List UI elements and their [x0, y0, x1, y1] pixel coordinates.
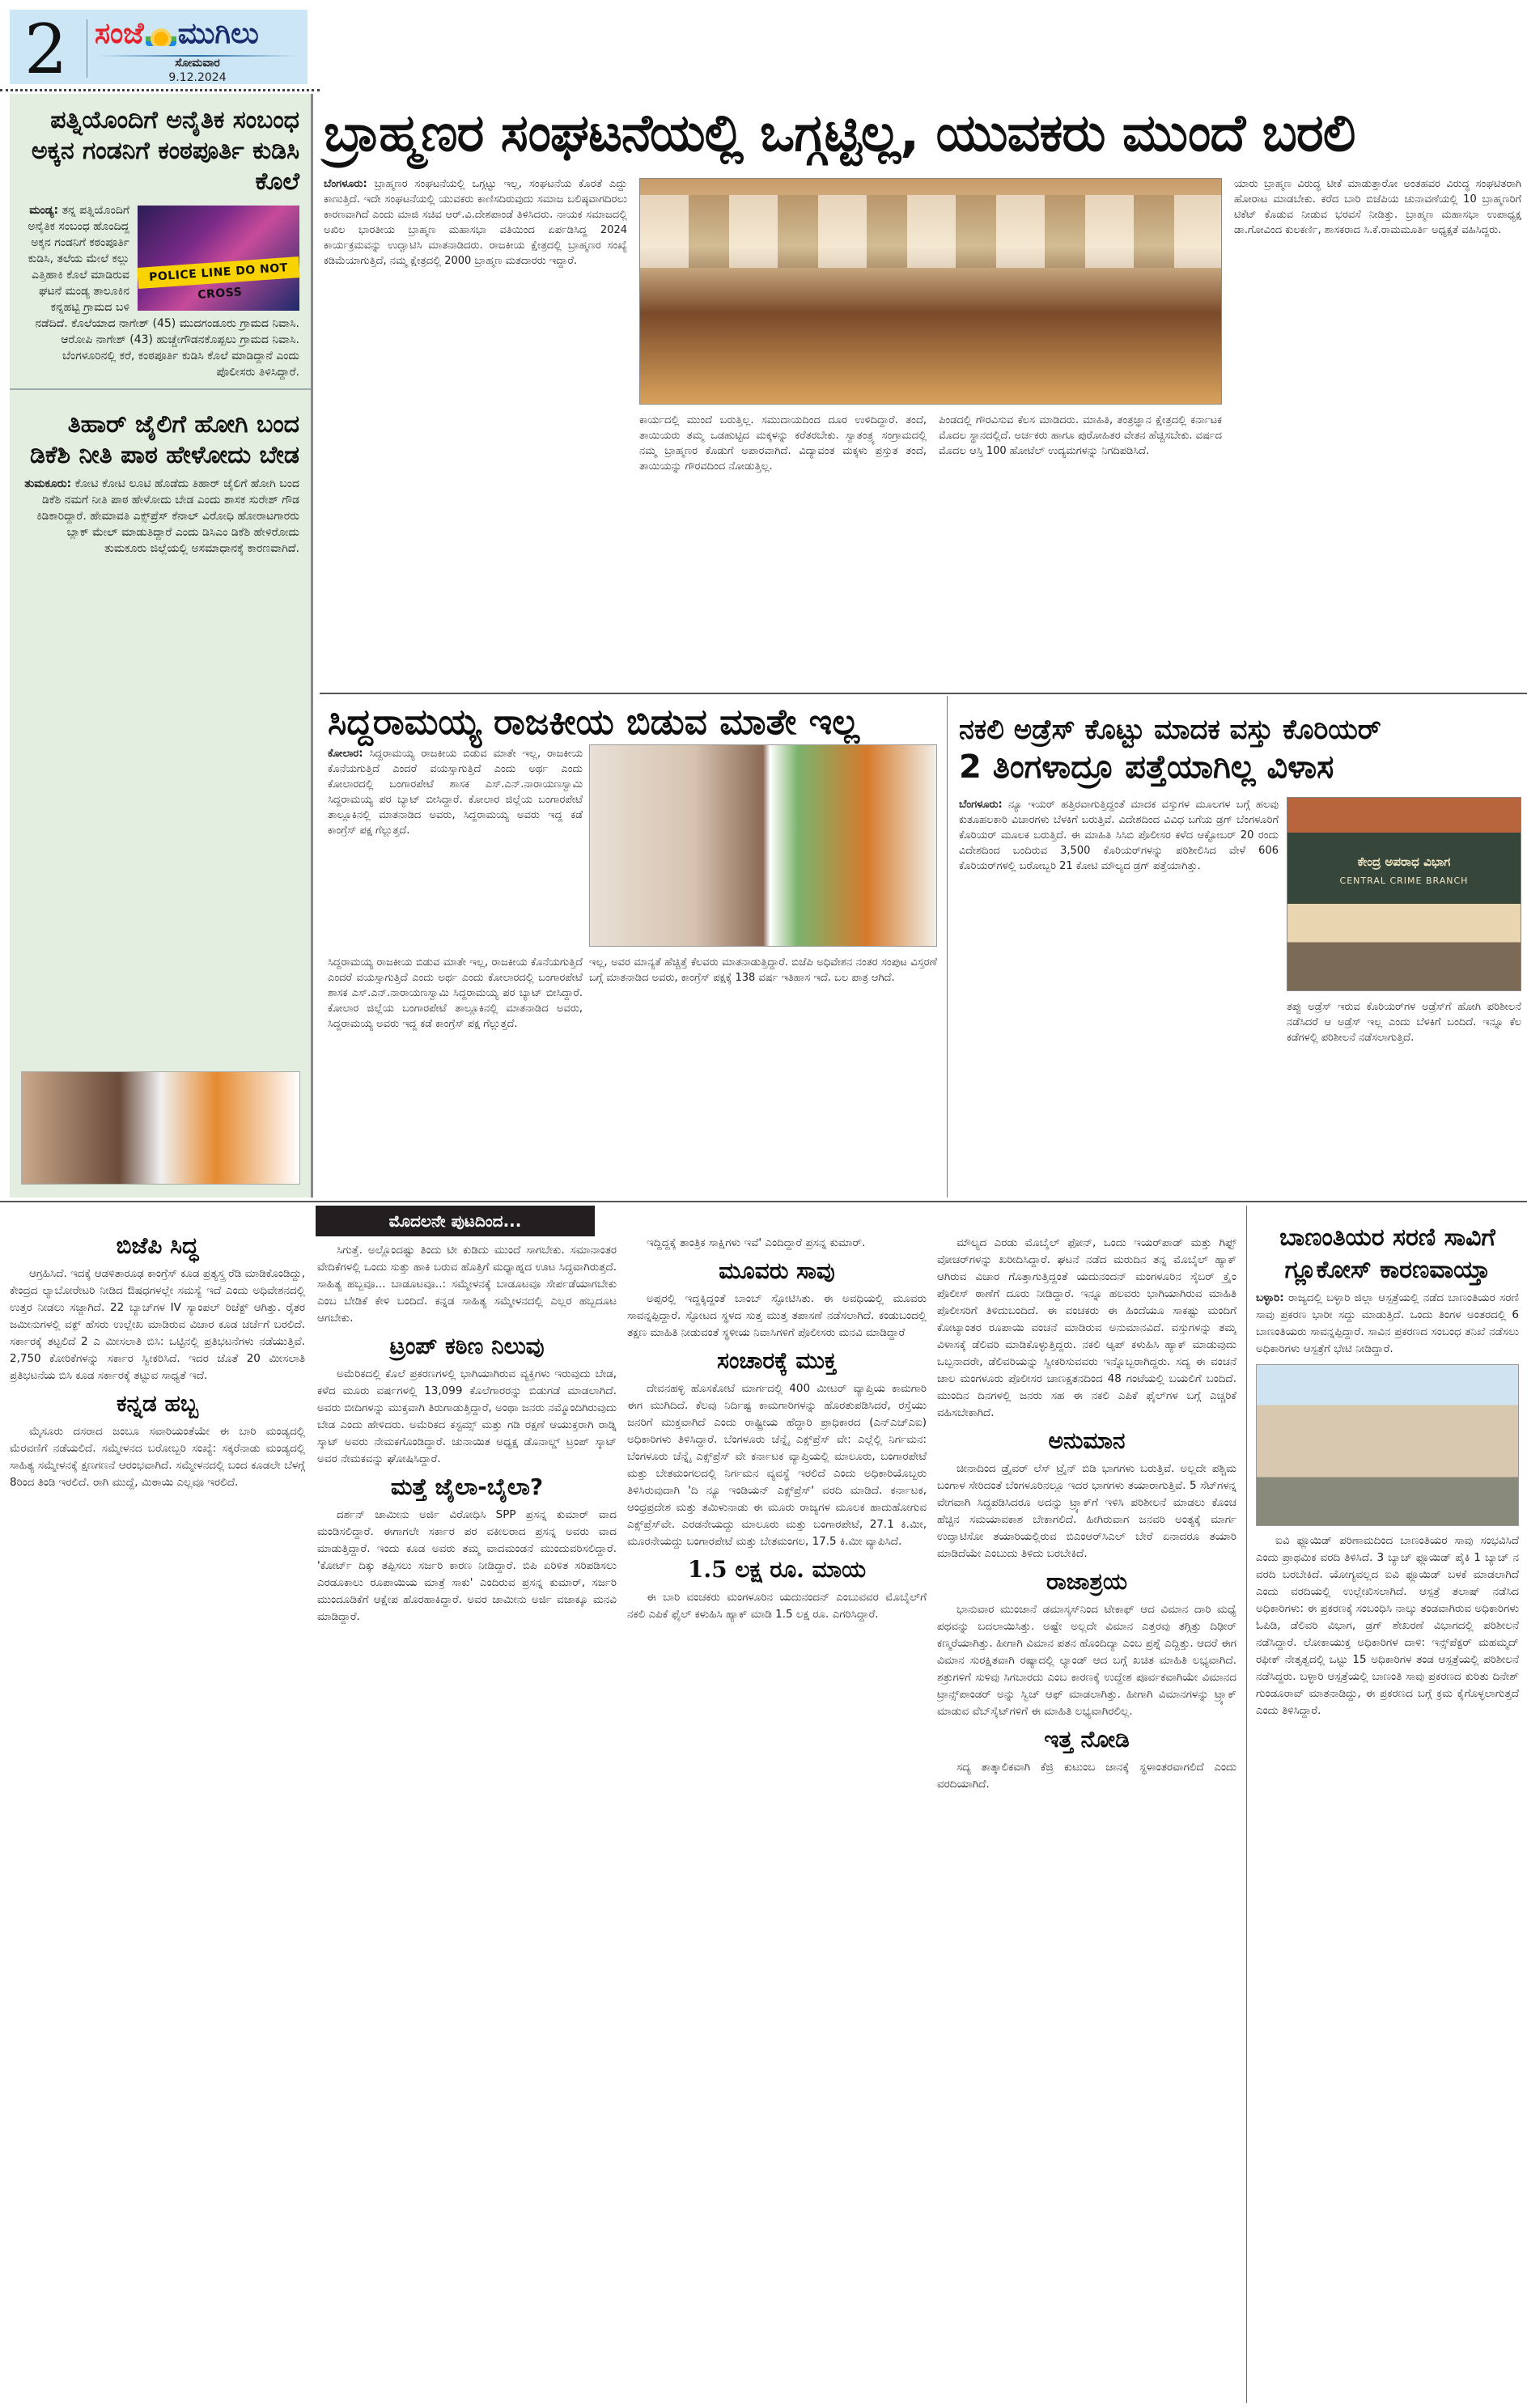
story-text: ನ್ಯೂ ಇಯರ್ ಹತ್ತಿರವಾಗುತ್ತಿದ್ದಂತೆ ಮಾದಕ ವಸ್ತುಗಳ ಮೂಲಗಳ ಬಗ್ಗೆ ಹಲವು ಕುತೂಹಲಕಾರಿ ವಿಚಾರಗಳು ಬೆಳಕಿಗೆ ಬರುತ್ತಿವೆ. ವಿದೇಶದಿಂದ ವಿವಿಧ ಬಗೆಯ ಡ್ರಗ್ ಬೆಂಗಳೂರಿಗೆ ಕೊರಿಯರ್ ಮೂಲಕ ಬರುತ್ತಿದೆ. ಈ ಮಾಹಿತಿ ಸಿಸಿಬಿ ಪೊಲೀಸರ ಕಳೆದ ಆಕ್ಟೋಬರ್ 20 ರಂದು ವಿದೇಶದಿಂದ ಬಂದಿರುವ 3,500 ಕೊರಿಯರ್‌ಗಳನ್ನು ಪರಿಶೀಲಿಸಿದ ವೇಳೆ 606 ಕೊರಿಯರ್‌ಗಳಲ್ಲಿ ಬರೋಬ್ಬರಿ 21 ಕೋಟಿ ಮೌಲ್ಯದ ಡ್ರಗ್ ಪತ್ತೆಯಾಗಿತ್ತು. [959, 799, 1279, 872]
weekday: ಸೋಮವಾರ [175, 57, 220, 70]
section-text: ಭಾನುವಾರ ಮುಂಜಾನೆ ಡಮಾಸ್ಕಸ್‌ನಿಂದ ಟೇಕಾಫ್ ಆದ ವಿಮಾನ ದಾರಿ ಮಧ್ಯೆ ಪಥವನ್ನು ಬದಲಾಯಿಸಿತ್ತು. ಅಷ್ಟೇ ಅಲ್ಲದೇ ವಿಮಾನ ಎತ್ತರವು ತಗ್ಗಿತ್ತು ದಿಢೀರ್ ಕಣ್ಮರೆಯಾಗಿತ್ತು. ಹೀಗಾಗಿ ವಿಮಾನ ಪತನ ಹೊಂದಿದ್ಯಾ ಎಂಬ ಪ್ರಶ್ನೆ ಎದ್ದಿತ್ತು. ಆದರೆ ಈಗ ವಿಮಾನ ಸುರಕ್ಷಿತವಾಗಿ ರಷ್ಯಾದಲ್ಲಿ ಲ್ಯಾಂಡ್ ಆದ ಬಗ್ಗೆ ಖಚಿತ ಮಾಹಿತಿ ಲಭ್ಯವಾಗಿದೆ. ಶತ್ರುಗಳಿಗೆ ಸುಳಿವು ಸಿಗಬಾರದು ಎಂಬ ಕಾರಣಕ್ಕೆ ಉದ್ದೇಶ ಪೂರ್ವಕವಾಗಿಯೇ ವಿಮಾನದ ಟ್ರಾನ್ಸ್‌ಪಾಂಡರ್ ಅನ್ನು ಸ್ವಿಚ್ ಆಫ್ ಮಾಡಲಾಗಿತ್ತು. ಹೀಗಾಗಿ ವಿಮಾನಗಳನ್ನು ಟ್ರ್ಯಾಕ್ ಮಾಡುವ ವೆಬ್‌ಸೈಟ್‌ಗಳಿಗೆ ಈ ಮಾಹಿತಿ ಲಭ್ಯವಾಗಿರಲಿಲ್ಲ. [937, 1603, 1236, 1718]
bellary-hospital-photo [1256, 1364, 1519, 1526]
palm-sun-icon [146, 22, 176, 46]
logo-text-sanje: ಸಂಜೆ [95, 17, 144, 50]
section-title: ರಾಜಾಶ್ರಯ [1046, 1568, 1127, 1595]
sidebar-story2-headline: ತಿಹಾರ್ ಜೈಲಿಗೆ ಹೋಗಿ ಬಂದ ಡಿಕೆಶಿ ನೀತಿ ಪಾಠ ಹೇಳೋದು ಬೇಡ [30, 410, 299, 469]
dateline: ಕೋಲಾರ: [328, 748, 363, 760]
column-rule [947, 696, 948, 1198]
section-text: ಮೈಸೂರು ದಸರಾದ ಜಂಬೂ ಸವಾರಿಯಂತೆಯೇ ಈ ಬಾರಿ ಮಂಡ್ಯದಲ್ಲಿ ಮೆರವಣಿಗೆ ನಡೆಯಲಿದೆ. ಸಮ್ಮೇಳನದ ಬರೋಬ್ಬರಿ ಸಂಖ್ಯೆ: ಸಕ್ಕರೆನಾಡು ಮಂಡ್ಯದಲ್ಲಿ ಸಾಹಿತ್ಯ ಸಮ್ಮೇಳನಕ್ಕೆ ಕ್ಷಣಗಣನೆ ಆರಂಭವಾಗಿದೆ. ಸಮ್ಮೇಳನದಲ್ಲಿ ಬಂದ ಕೂಡಲೇ ಬೆಳಗ್ಗೆ 8ರಿಂದ ತಿಂಡಿ ಇರಲಿದೆ. ರಾಗಿ ಮುದ್ದೆ, ಮಿಠಾಯಿ ಎಲ್ಲವೂ ಇರಲಿದೆ. [10, 1425, 305, 1489]
logo-text-mugilu: ಮುಗಿಲು [177, 17, 259, 50]
section-text: ಈ ಬಾರಿ ವಂಚಕರು ಮಂಗಳೂರಿನ ಯದುನಂದನ್ ಎಂಬುವವರ ಮೊಬೈಲ್‌ಗೆ ನಕಲಿ ಎಪಿಕೆ ಫೈಲ್ ಕಳುಹಿಸಿ ಹ್ಯಾಕ್ ಮಾಡಿ 1.5 ಲಕ್ಷ ರೂ. ಎಗರಿಸಿದ್ದಾರೆ. [627, 1591, 927, 1621]
dk-shivakumar-photo [21, 1071, 300, 1185]
column-rule [1246, 1206, 1247, 2403]
story-text: ಬ್ರಾಹ್ಮಣರ ಸಂಘಟನೆಯಲ್ಲಿ ಒಗ್ಗಟ್ಟು ಇಲ್ಲ, ಸಂಘಟನೆಯ ಕೊರತೆ ಎದ್ದು ಕಾಣುತ್ತಿದೆ. ಇದೇ ಸಂಘಟನೆಯಲ್ಲಿ ಯುವಕರು ಕಾಣಿಸದಿರುವುದು ಸಮಾಜ ಬಲಿಷ್ಠವಾಗದಿರಲು ಕಾರಣವಾಗಿದೆ ಎಂದು ಮಾಜಿ ಸಚಿವ ಆರ್.ವಿ.ದೇಶಪಾಂಡೆ ತಿಳಿಸಿದರು. ನಾಯಕ ಸಮಾಜದಲ್ಲಿ ಅಖಿಲ ಭಾರತೀಯ ಬ್ರಾಹ್ಮಣ ಮಹಾಸಭಾ ವತಿಯಿಂದ ಏರ್ಪಡಿಸಿದ್ದ 2024 ಕಾರ್ಯಕ್ರಮವನ್ನು ಉದ್ಘಾಟಿಸಿ ಮಾತನಾಡಿದರು. ರಾಜಕೀಯ ಕ್ಷೇತ್ರದಲ್ಲಿ ಬ್ರಾಹ್ಮಣರ ಸಂಖ್ಯೆ ಕಡಿಮೆಯಾಗುತ್ತಿದೆ, ನಮ್ಮ ಕ್ಷೇತ್ರದಲ್ಲಿ 2000 ಬ್ರಾಹ್ಮಣ ಮತದಾರರು ಇದ್ದಾರೆ. [324, 178, 627, 267]
section-title: ಮೂವರು ಸಾವು [719, 1257, 835, 1284]
story-text: ಕೋಟಿ ಕೋಟಿ ಲೂಟಿ ಹೊಡೆದು ತಿಹಾರ್ ಜೈಲಿಗೆ ಹೋಗಿ ಬಂದ ಡಿಕೆಶಿ ನಮಗೆ ನೀತಿ ಪಾಠ ಹೇಳೋದು ಬೇಡ ಎಂದು ಶಾಸಕ ಸುರೇಶ್ ಗೌಡ ಕಿಡಿಕಾರಿದ್ದಾರೆ. ಹೇಮಾವತಿ ಎಕ್ಸ್‌ಪ್ರೆಸ್ ಕೆನಾಲ್ ವಿರೋಧಿ ಹೋರಾಟಗಾರರು ಬ್ಲಾಕ್ ಮೇಲ್ ಮಾಡುತಿದ್ದಾರೆ ಎಂದು ಡಿಸಿಎಂ ಡಿಕೆಶಿ ಹೇಳಿರೋದು ತುಮಕೂರು ಜಿಲ್ಲೆಯಲ್ಲಿ ಅಸಮಾಧಾನಕ್ಕೆ ಕಾರಣವಾಗಿದೆ. [36, 477, 299, 555]
masthead [10, 10, 308, 89]
photo-sign-kannada: ಕೇಂದ್ರ ಅಪರಾಧ ವಿಭಾಗ [1357, 854, 1451, 869]
police-tape-text: POLICE LINE DO NOT CROSS [137, 256, 299, 289]
siddaramaiah-narayanaswamy-photo [589, 744, 937, 947]
section-text: ದರ್ಶನ್ ಜಾಮೀನು ಅರ್ಜಿ ವಿರೋಧಿಸಿ SPP ಪ್ರಸನ್ನ ಕುಮಾರ್ ವಾದ ಮಂಡಿಸಲಿದ್ದಾರೆ. ಈಗಾಗಲೇ ಸರ್ಕಾರ ಪರ ವಕೀಲರಾದ ಪ್ರಸನ್ನ ಅವರು ವಾದ ಮಾಡುತ್ತಿದ್ದಾರೆ. ಇಂದು ಕೂಡ ಅವರು ತಮ್ಮ ವಾದಮಂಡನೆ ಮುಂದುವರಿಸಲಿದ್ದಾರೆ. 'ಕೋರ್ಟ್ ದಿಕ್ಕು ತಪ್ಪಿಸಲು ಸರ್ಜರಿ ಕಾರಣ ನೀಡಿದ್ದಾರೆ. ಬಿಪಿ ಏರಿಳಿತ ಸರಿಪಡಿಸಲು ಎರಡೂಕಾಲು ರೂಪಾಯಿಯ ಮಾತ್ರೆ ಸಾಕು' ಎಂದಿರುವ ಪ್ರಸನ್ನ ಕುಮಾರ್, ಸರ್ಜರಿ ಮುಂದೂಡಿಕೆಗೆ ಆಕ್ಷೇಪ ಹೊರಹಾಕಿದ್ದಾರೆ. ಅವರ ಜಾಮೀನು ಅರ್ಜಿ ವಜಾಕ್ಕೂ ಮನವಿ ಮಾಡಿದ್ದಾರೆ. [317, 1508, 617, 1623]
section-text: ಮೌಲ್ಯದ ಎರಡು ಮೊಬೈಲ್ ಫೋನ್, ಒಂದು ಇಯರ್‌ಪಾಡ್ ಮತ್ತು ಗಿಫ್ಟ್ ವೋಚರ್‌ಗಳನ್ನು ಖರೀದಿಸಿದ್ದಾರೆ. ಘಟನೆ ನಡೆದ ಮರುದಿನ ತನ್ನ ಮೊಬೈಲ್ ಹ್ಯಾಕ್ ಆಗಿರುವ ವಿಚಾರ ಗೊತ್ತಾಗುತ್ತಿದ್ದಂತೆ ಯದುನಂದನ್ ಮಂಗಳೂರಿನ ಸೈಬರ್ ಕ್ರೈಂ ಪೊಲೀಸ್ ಠಾಣೆಗೆ ದೂರು ನೀಡಿದ್ದಾರೆ. ಇನ್ನೂ ಹಲವರು ಭಾಗಿಯಾಗಿರುವ ಮಾಹಿತಿ ಪೊಲೀಸರಿಗೆ ತಿಳಿದುಬಂದಿದೆ. ಈ ವಂಚಕರು ಈ ಹಿಂದೆಯೂ ಸಾಕಷ್ಟು ಮಂದಿಗೆ ಕೋಟ್ಯಾಂತರ ರೂಪಾಯಿ ವಂಚನೆ ಮಾಡಿರುವ ಅನುಮಾನವಿದೆ. ವಸ್ತುಗಳನ್ನು ತಮ್ಮ ವಿಳಾಸಕ್ಕೆ ಡೆಲಿವರಿ ಮಾಡಿಕೊಳ್ಳುತ್ತಿದ್ದರು. ನಕಲಿ ಆ್ಯಪ್ ಕಳುಹಿಸಿ ಹ್ಯಾಕ್ ಮಾಡುವುದು ಒಬ್ಬನಾದರೇ, ಡೆಲಿವರಿಯನ್ನು ಸ್ವೀಕರಿಸುವವರು ಇನ್ನೊಬ್ಬರಾಗಿದ್ದರು. ಸದ್ಯ ಈ ವಂಚನೆ ಜಾಲ ಮಂಗಳೂರು ಪೊಲೀಸರ ಚಾಣಕ್ಷತನದಿಂದ 48 ಗಂಟೆಯಲ್ಲಿ ಬಯಲಿಗೆ ಬಂದಿದೆ. ಮುಂದಿನ ದಿನಗಳಲ್ಲಿ ಜನರು ಸಹ ಈ ನಕಲಿ ಎಪಿಕೆ ಫೈಲ್‌ಗಳ ಬಗ್ಗೆ ಎಚ್ಚರಿಕೆ ವಹಿಸಬೇಕಾಗಿದೆ. [937, 1236, 1236, 1419]
central-crime-branch-photo [1287, 797, 1521, 991]
bellary-headline: ಬಾಣಂತಿಯರ ಸರಣಿ ಸಾವಿಗೆ ಗ್ಲೂಕೋಸ್ ಕಾರಣವಾಯ್ತಾ [1279, 1223, 1495, 1284]
continued-from-page1-banner: ಮೊದಲನೇ ಪುಟದಿಂದ... [316, 1206, 595, 1236]
photo-sign-english: CENTRAL CRIME BRANCH [1339, 875, 1469, 886]
story-text: ರಾಜ್ಯದಲ್ಲಿ ಬಳ್ಳಾರಿ ಜಿಲ್ಲಾ ಆಸ್ಪತ್ರೆಯಲ್ಲಿ ನಡೆದ ಬಾಣಂತಿಯರ ಸರಣಿ ಸಾವು ಪ್ರಕರಣ ಭಾರೀ ಸದ್ದು ಮಾಡುತ್ತಿದೆ. ಒಂದು ತಿಂಗಳ ಅಂತರದಲ್ಲಿ 6 ಬಾಣಂತಿಯರು ಸಾವನ್ನಪ್ಪಿದ್ದಾರೆ. ಸಾವಿನ ಪ್ರಕರಣದ ಸಂಬಂಧ ತನಿಖೆ ನಡೆಸಲು ಅಧಿಕಾರಿಗಳು ಆಸ್ಪತ್ರೆಗೆ ಭೇಟಿ ನೀಡಿದ್ದಾರೆ. [1256, 1291, 1519, 1355]
sidebar-story1-body [10, 202, 311, 380]
section-text: ಸದ್ಯ ತಾತ್ಕಾಲಿಕವಾಗಿ ಕೆಜ್ರಿ ಕುಟುಂಬ ಜಾನಕ್ಕೆ ಸ್ಥಳಾಂತರವಾಗಲಿದೆ ಎಂದು ವರದಿಯಾಗಿದೆ. [937, 1761, 1236, 1791]
brahmin-event-photo [639, 178, 1222, 405]
lower-section-rule [0, 1201, 1527, 1202]
dateline: ಬೆಂಗಳೂರು: [324, 178, 367, 190]
story-text: ಸಿದ್ದರಾಮಯ್ಯ ರಾಜಕೀಯ ಬಿಡುವ ಮಾತೇ ಇಲ್ಲ, ರಾಜಕೀಯ ಕೊನೆಯಗುತ್ತಿದೆ ಎಂದರೆ ವಯಸ್ಸಾಗುತ್ತಿದೆ ಎಂದು ಅರ್ಥ ಎಂದು ಕೋಲಾರದಲ್ಲಿ ಬಂಗಾರಪೇಟೆ ಶಾಸಕ ಎಸ್.ಎನ್.ನಾರಾಯಣಸ್ವಾಮಿ ಸಿದ್ದರಾಮಯ್ಯ ಪರ ಬ್ಯಾಟ್ ಬೀಸಿದ್ದಾರೆ. ಕೋಲಾರ ಜಿಲ್ಲೆಯ ಬಂಗಾರಪೇಟೆ ತಾಲ್ಲೂಕಿನಲ್ಲಿ ಮಾತನಾಡಿದ ಅವರು, ಸಿದ್ದರಾಮಯ್ಯ ಅವರು ಇದ್ದ ಕಡೆ ಕಾಂಗ್ರೆಸ್ ಪಕ್ಷ ಗೆಲ್ಲುತ್ತದೆ. [328, 748, 583, 837]
siddaramaiah-headline: ಸಿದ್ದರಾಮಯ್ಯ ರಾಜಕೀಯ ಬಿಡುವ ಮಾತೇ ಇಲ್ಲ [328, 702, 859, 743]
section-text: ಇದ್ದಿದ್ದಕ್ಕೆ ತಾಂತ್ರಿಕ ಸಾಕ್ಷಿಗಳು ಇವೆ' ಎಂದಿದ್ದಾರೆ ಪ್ರಸನ್ನ ಕುಮಾರ್. [647, 1236, 866, 1249]
bellary-story-text [1256, 1290, 1519, 1358]
dateline: ತುಮಕೂರು: [24, 477, 72, 490]
section-title: ಬಿಜೆಪಿ ಸಿದ್ಧ [116, 1232, 199, 1259]
section-text: ಆಗ್ರಹಿಸಿದೆ. ಇದಕ್ಕೆ ಆಡಳಿತಾರೂಢ ಕಾಂಗ್ರೆಸ್ ಕೂಡ ಪ್ರತ್ಯಸ್ತ್ರ ರೆಡಿ ಮಾಡಿಕೊಂಡಿದ್ದು, ಕೇಂದ್ರದ ಲ್ಯಾಬೋರೇಟರಿ ನೀಡಿದ ಔಷಧಗಳಲ್ಲೇ ಸಮಸ್ಯೆ ಇದೆ ಎಂದು ಅಧಿವೇಶನದಲ್ಲಿ ಉತ್ತರ ನೀಡಲು ಸಜ್ಜಾಗಿದೆ. 22 ಬ್ಯಾಚ್‌ಗಳ IV ಸ್ಯಾಂಪಲ್ ರಿಜೆಕ್ಟ್ ಆಗಿತ್ತು. ರೈತರ ಜಮೀನುಗಳಲ್ಲಿ ವಕ್ಫ್ ಹೆಸರು ಉಲ್ಲೇಖ ಮಾಡಿರುವ ವಿಚಾರ ಕೂಡ ಚರ್ಚೆಗೆ ಬರಲಿದೆ. ಸರ್ಕಾರಕ್ಕೆ ತಟ್ಟಲಿದೆ 2 ಎ ಮೀಸಲಾತಿ ಬಿಸಿ: ಒಟ್ಟಿನಲ್ಲಿ ಪ್ರತಿಭಟನೆಗಳು ನಡೆಯುತ್ತಿವೆ. 2,750 ಕೋರಿಕೆಗಳನ್ನು ಸರ್ಕಾರ ಸ್ವೀಕರಿಸಿದೆ. ಇದರ ಜೊತೆ 20 ಮೀಸಲಾತಿ ಪ್ರತಿಭಟನೆಯ ಬಿಸಿ ಕೂಡ ಸರ್ಕಾರಕ್ಕೆ ತಟ್ಟುವ ಸಾಧ್ಯತೆ ಇದೆ. [10, 1267, 305, 1382]
section-title: ಅನುಮಾನ [1048, 1427, 1126, 1454]
section-title: ಸಂಚಾರಕ್ಕೆ ಮುಕ್ತ [717, 1347, 837, 1374]
page-number: 2 [24, 10, 68, 89]
section-title: ಮತ್ತೆ ಜೈಲಾ-ಬೈಲಾ? [390, 1473, 544, 1500]
lower-col-2 [317, 1242, 617, 2403]
courier-headline-line1: ನಕಲಿ ಅಡ್ರೆಸ್ ಕೊಟ್ಟು ಮಾದಕ ವಸ್ತು ಕೊರಿಯರ್ [959, 714, 1381, 746]
lead-story-col2: ಕಾರ್ಯದಲ್ಲಿ ಮುಂದೆ ಬರುತ್ತಿಲ್ಲ. ಸಮುದಾಯದಿಂದ ದೂರ ಉಳಿದಿದ್ದಾರೆ. ತಂದೆ, ತಾಯಿಯರು ತಮ್ಮ ಒಡಹುಟ್ಟಿದ ಮಕ್ಕಳನ್ನು ಕರೆತರಬೇಕು. ಸ್ವಾತಂತ್ರ್ಯ ಸಂಗ್ರಾಮದಲ್ಲಿ ನಮ್ಮ ಬ್ರಾಹ್ಮಣರ ಕೊಡುಗೆ ಅಪಾರವಾಗಿದೆ. ವಿದ್ಯಾವಂತ ಮಕ್ಕಳು ಪ್ರಸ್ತುತ ತಂದೆ, ತಾಯಿಯನ್ನು ಗೌರವದಿಂದ ನೋಡುತ್ತಿಲ್ಲ. [639, 414, 927, 473]
courier-story-col1 [959, 797, 1279, 1193]
dateline: ಬೆಂಗಳೂರು: [959, 799, 1003, 811]
sidebar-story2-body [10, 476, 311, 557]
sidebar-divider [10, 388, 311, 390]
masthead-dotted-rule [0, 89, 320, 92]
courier-headline-line2: 2 ತಿಂಗಳಾದ್ರೂ ಪತ್ತೆಯಾಗಿಲ್ಲ ವಿಳಾಸ [959, 748, 1334, 786]
section-text: ಅಪ್ಪರಲ್ಲಿ ಇದ್ದಕ್ಕಿದ್ದಂತೆ ಬಾಂಬ್ ಸ್ಫೋಟಿಸಿತು. ಈ ಅವಧಿಯಲ್ಲಿ ಮೂವರು ಸಾವನ್ನಪ್ಪಿದ್ದಾರೆ. ಸ್ಫೋಟದ ಸ್ಥಳದ ಸುತ್ತ ಮುತ್ತ ತಪಾಸಣೆ ನಡೆಸಲಾಗಿದೆ. ಕಂಡುಬಂದಲ್ಲಿ ತಕ್ಷಣ ಮಾಹಿತಿ ನೀಡುವಂತೆ ಸ್ಥಳೀಯ ನಿವಾಸಿಗಳಿಗೆ ಪೊಲೀಸರು ಮನವಿ ಮಾಡಿದ್ದಾರೆ [627, 1292, 927, 1339]
newspaper-logo [95, 16, 259, 52]
sidebar-story1-headline: ಪತ್ನಿಯೊಂದಿಗೆ ಅನೈತಿಕ ಸಂಬಂಧ ಅಕ್ಕನ ಗಂಡನಿಗೆ ಕಂಠಪೂರ್ತಿ ಕುಡಿಸಿ ಕೊಲೆ [31, 106, 299, 196]
siddaramaiah-story-col1 [328, 746, 583, 952]
lower-col-1 [10, 1206, 305, 2403]
lead-story-col3: ಪಿಂಡದಲ್ಲಿ ಗೌರವಿಸುವ ಕೆಲಸ ಮಾಡಿದರು. ಮಾಹಿತಿ, ತಂತ್ರಜ್ಞಾನ ಕ್ಷೇತ್ರದಲ್ಲಿ ಕರ್ನಾಟಕ ಮೊದಲ ಸ್ಥಾನದಲ್ಲಿದೆ. ಅರ್ಚಕರು ಹಾಗೂ ಪುರೋಹಿತರ ವೇತನ ಹೆಚ್ಚಿಸಬೇಕು. ವರ್ಷದ ಮೊದಲ ಆಸ್ತಿ 100 ಹೋಟೆಲ್ ಉದ್ಯಮಗಳನ್ನು ನಿಗದಿಪಡಿಸಿದೆ. [939, 414, 1222, 457]
bellary-story-text-cont: ಐವಿ ಫ್ಲೂಯಿಡ್ ಪರಿಣಾಮದಿಂದ ಬಾಣಂತಿಯರ ಸಾವು ಸಂಭವಿಸಿದೆ ಎಂದು ಪ್ರಾಥಮಿಕ ವರದಿ ತಿಳಿಸಿದೆ. 3 ಬ್ಯಾಚ್ ಫ್ಲೂಯಿಡ್ ಪೈಕಿ 1 ಬ್ಯಾಚ್ ನ ವರದಿ ಬರಬೇಕಿದೆ. ಯೋಗ್ಯವಲ್ಲದ ಐವಿ ಫ್ಲೂಯಿಡ್ ಬಳಕೆ ಮಾಡಲಾಗಿದೆ ಎಂದು ವರದಿಯಲ್ಲಿ ಉಲ್ಲೇಖಿಸಲಾಗಿದೆ. ಆಸ್ಪತ್ರೆ ತಲಾಷ್ ನಡೆಸಿದ ಅಧಿಕಾರಿಗಳು: ಈ ಪ್ರಕರಣಕ್ಕೆ ಸಂಬಂಧಿಸಿ ನಾಲ್ಕು ತಂಡವಾಗಿರುವ ಅಧಿಕಾರಿಗಳು ಓಪಿಡಿ, ಡೆಲಿವರಿ ವಿಭಾಗ, ಡ್ರಗ್ ಶೇಖರಣೆ ವಿಭಾಗದಲ್ಲಿ ಪರಿಶೀಲನೆ ನಡೆಸಿದ್ದಾರೆ. ಲೋಕಾಯುಕ್ತ ಅಧಿಕಾರಿಗಳ ದಾಳಿ: ಇನ್ಸ್‌ಪೆಕ್ಟರ್ ಮಹಮ್ಮದ್ ರಫೀಕ್ ನೇತೃತ್ವದಲ್ಲಿ ಒಟ್ಟು 15 ಅಧಿಕಾರಿಗಳ ತಂಡ ಆಸ್ಪತ್ರೆಯಲ್ಲಿ ಪರಿಶೀಲನೆ ನಡೆಸಿದ್ದರು. ಬಳ್ಳಾರಿ ಆಸ್ಪತ್ರೆಯಲ್ಲಿ ಬಾಣಂತಿ ಸಾವು ಪ್ರಕರಣದ ಕುರಿತು ದಿನೇಶ್ ಗುಂಡೂರಾವ್ ಮಾತನಾಡಿದ್ದು, ಈ ಪ್ರಕರಣದ ಬಗ್ಗೆ ಕ್ರಮ ಕೈಗೊಳ್ಳಲಾಗುತ್ತದೆ ಎಂದು ತಿಳಿಸಿದ್ದಾರೆ. [1256, 1534, 1519, 1717]
section-title: ಕನ್ನಡ ಹಬ್ಬ [116, 1390, 199, 1417]
section-title: 1.5 ಲಕ್ಷ ರೂ. ಮಾಯ [687, 1556, 867, 1583]
police-line-image [138, 206, 299, 311]
siddaramaiah-story-col1-cont: ಸಿದ್ದರಾಮಯ್ಯ ರಾಜಕೀಯ ಬಿಡುವ ಮಾತೇ ಇಲ್ಲ, ರಾಜಕೀಯ ಕೊನೆಯಗುತ್ತಿದೆ ಎಂದರೆ ವಯಸ್ಸಾಗುತ್ತಿದೆ ಎಂದು ಅರ್ಥ ಎಂದು ಕೋಲಾರದಲ್ಲಿ ಬಂಗಾರಪೇಟೆ ಶಾಸಕ ಎಸ್.ಎನ್.ನಾರಾಯಣಸ್ವಾಮಿ ಸಿದ್ದರಾಮಯ್ಯ ಪರ ಬ್ಯಾಟ್ ಬೀಸಿದ್ದಾರೆ. ಕೋಲಾರ ಜಿಲ್ಲೆಯ ಬಂಗಾರಪೇಟೆ ತಾಲ್ಲೂಕಿನಲ್ಲಿ ಮಾತನಾಡಿದ ಅವರು, ಸಿದ್ದರಾಮಯ್ಯ ಅವರು ಇದ್ದ ಕಡೆ ಕಾಂಗ್ರೆಸ್ ಪಕ್ಷ ಗೆಲ್ಲುತ್ತದೆ. [328, 956, 583, 1030]
dateline: ಬಳ್ಳಾರಿ: [1256, 1291, 1284, 1304]
section-text: ಚೀನಾದಿಂದ ಡ್ರೈವರ್ ಲೆಸ್ ಟ್ರೈನ್ ಬಿಡಿ ಭಾಗಗಳು ಬರುತ್ತಿವೆ. ಅಲ್ಲದೇ ಪಶ್ಚಿಮ ಬಂಗಾಳ ಸೇರಿದಂತೆ ಬೆಂಗಳೂರಿನಲ್ಲೂ ಇದರ ಭಾಗಗಳು ತಯಾರಾಗುತ್ತಿವೆ. 5 ಸೆಟ್‌ಗಳನ್ನ ವೇಗವಾಗಿ ಸಿದ್ಧಪಡಿಸಿದರೂ ಅದನ್ನು ಟ್ರ್ಯಾಕ್‌ಗೆ ಇಳಿಸಿ ಪರಿಶೀಲನೆ ಮಾಡಲು ಕೊಂಚ ಹೆಚ್ಚಿನ ಸಮಯಾವಕಾಶ ಬೇಕಾಗಲಿದೆ. ಹೀಗಿರುವಾಗ ಜನವರಿ ಅಂತ್ಯಕ್ಕೆ ಮಾರ್ಗ ಉದ್ಘಾಟಿಸೋ ತಯಾರಿಯಲ್ಲಿರುವ ಬಿಎಂಆರ್‌ಸಿಎಲ್ ಬೇರೆ ಏನಾದರೂ ತಯಾರಿ ಮಾಡಿದೆಯೇ ಎಂಬುದು ತಿಳಿದು ಬರಬೇಕಿದೆ. [937, 1462, 1236, 1560]
story-text: ತನ್ನ ಪತ್ನಿಯೊಂದಿಗೆ ಅನೈತಿಕ ಸಂಬಂಧ ಹೊಂದಿದ್ದ ಅಕ್ಕನ ಗಂಡನಿಗೆ ಕಠಂಪೂರ್ತಿ ಕುಡಿಸಿ, ತಲೆಯ ಮೇಲೆ ಕಲ್ಲು ಎತ್ತಿಹಾಕಿ ಕೊಲೆ ಮಾಡಿರುವ ಘಟನೆ ಮಂಡ್ಯ ತಾಲೂಕಿನ ಕನ್ನಹಟ್ಟಿ ಗ್ರಾಮದ ಬಳಿ ನಡೆದಿದೆ. ಕೊಲೆಯಾದ ನಾಗೇಶ್ (45) ಮುದಗಂಡೂರು ಗ್ರಾಮದ ನಿವಾಸಿ. ಆರೋಪಿ ನಾಗೇಶ್ (43) ಹುಚ್ಚೇಗೌಡನಕೊಪ್ಪಲು ಗ್ರಾಮದ ನಿವಾಸಿ. ಬೆಂಗಳೂರಿನಲ್ಲಿ ಕರೆ, ಕಂಠಪೂರ್ತಿ ಕುಡಿಸಿ ಕೊಲೆ ಮಾಡಿದ್ದಾನೆ ಎಂದು ಪೊಲೀಸರು ತಿಳಿಸಿದ್ದಾರೆ. [28, 204, 299, 379]
siddaramaiah-story-col2: ಇಲ್ಲ, ಅವರ ಮಾನ್ಯತೆ ಹೆಚ್ಚಿತ್ತೆ ಕೆಲವರು ಮಾತನಾಡುತ್ತಿದ್ದಾರೆ. ಬಿಜೆಪಿ ಅಧಿವೇಶನ ನಂತರ ಸಂಪುಟ ವಿಸ್ತರಣೆ ಬಗ್ಗೆ ಮಾತನಾಡಿದ ಅವರು, ಕಾಂಗ್ರೆಸ್ ಪಕ್ಷಕ್ಕೆ 138 ವರ್ಷ ಇತಿಹಾಸ ಇದೆ. ಬಲ ಪಾತ್ರ ಆಗಿದೆ. [589, 956, 937, 984]
lead-story-col1 [324, 176, 627, 686]
lead-headline: ಬ್ರಾಹ್ಮಣರ ಸಂಘಟನೆಯಲ್ಲಿ ಒಗ್ಗಟ್ಟಿಲ್ಲ, ಯುವಕರು ಮುಂದೆ ಬರಲಿ [324, 104, 1355, 163]
section-text: ಅಮೆರಿಕದಲ್ಲಿ ಕೊಲೆ ಪ್ರಕರಣಗಳಲ್ಲಿ ಭಾಗಿಯಾಗಿರುವ ವ್ಯಕ್ತಿಗಳು ಇರುವುದು ಬೇಡ, ಕಳೆದ ಮೂರು ವರ್ಷಗಳಲ್ಲಿ 13,099 ಕೊಲೆಗಾರರನ್ನು ಬಿಡುಗಡೆ ಮಾಡಲಾಗಿದೆ. ಅವರು ಬೀದಿಗಳನ್ನು ಮುಕ್ತವಾಗಿ ತಿರುಗಾಡುತ್ತಿದ್ದಾರೆ, ಅಂಥಾ ಜನರು ನಮ್ಮೊಂದಿಗಿರುವುದು ಬೇಡ ಎಂದು ಹೇಳಿದರು. ಅಮೆರಿಕದ ಕಸ್ಟಮ್ಸ್ ಮತ್ತು ಗಡಿ ರಕ್ಷಣೆ ಆಯುಕ್ತರಾಗಿ ರಾಡ್ನಿ ಸ್ಕಾಟ್ ಅವರು ನೇಮಕಗೊಂಡಿದ್ದಾರೆ. ಚುನಾಯಿತ ಅಧ್ಯಕ್ಷ ಡೊನಾಲ್ಡ್ ಟ್ರಂಪ್ ಸ್ಕಾಟ್ ಅವರ ನೇಮಕವನ್ನು ಘೋಷಿಸಿದ್ದಾರೆ. [317, 1367, 617, 1465]
sidebar-news-box [10, 94, 313, 1198]
lower-col-4 [937, 1206, 1236, 2403]
lead-story-col4: ಯಾರು ಬ್ರಾಹ್ಮಣ ವಿರುದ್ಧ ಟೀಕೆ ಮಾಡುತ್ತಾರೋ ಅಂತಹವರ ವಿರುದ್ಧ ಸಂಘಟಿತರಾಗಿ ಹೋರಾಟ ಮಾಡಬೇಕು. ಕರೆದ ಬಾರಿ ಬಿಜೆಪಿಯ ಚುನಾವಣೆಯಲ್ಲಿ 10 ಬ್ರಾಹ್ಮಣರಿಗೆ ಟಿಕೆಟ್ ಕೊಡುವ ನೀಡುವ ಭರವಸೆ ನೀಡಿತ್ತು. ಬ್ರಾಹ್ಮಣ ಮಹಾಸಭಾ ಉಪಾಧ್ಯಕ್ಷ ಡಾ.ಗೋವಿಂದ ಕುಲಕರ್ಣಿ, ಶಾಸಕರಾದ ಸಿ.ಕೆ.ರಾಮಮೂರ್ತಿ ಅಧ್ಯಕ್ಷತೆ ವಹಿಸಿದ್ದರು. [1234, 178, 1521, 236]
section-text: ದೇವನಹಳ್ಳಿ ಹೊಸಕೋಟೆ ಮಾರ್ಗದಲ್ಲಿ 400 ಮೀಟರ್ ವ್ಯಾಪ್ತಿಯ ಕಾಮಗಾರಿ ಈಗ ಮುಗಿದಿದೆ. ಕೆಲವು ನಿರ್ದಿಷ್ಟ ಕಾಮಗಾರಿಗಳನ್ನು ಹೊರತುಪಡಿಸಿದರೆ, ರಸ್ತೆಯು ಜನರಿಗೆ ಮುಕ್ತವಾಗಿದೆ ಎಂದು ರಾಷ್ಟ್ರೀಯ ಹೆದ್ದಾರಿ ಪ್ರಾಧಿಕಾರದ (ಎನ್‌ಎಚ್‌ಎಐ) ಅಧಿಕಾರಿಗಳು ತಿಳಿಸಿದ್ದಾರೆ. ಬೆಂಗಳೂರು ಚೆನ್ನೈ ಎಕ್ಸ್‌ಪ್ರೆಸ್ ವೇ: ಎಲ್ಲೆಲ್ಲಿ ನಿರ್ಗಮನ: ಬೆಂಗಳೂರು ಚೆನ್ನೈ ಎಕ್ಸ್‌ಪ್ರೆಸ್ ವೇ ಕರ್ನಾಟಕ ವ್ಯಾಪ್ತಿಯಲ್ಲಿ ಮಾಲೂರು, ಬಂಗಾರಪೇಟೆ ಮತ್ತು ಬೇತಮಂಗಲದಲ್ಲಿ ನಿರ್ಗಮನ ವ್ಯವಸ್ಥೆ ಇರಲಿದೆ ಎಂದು ಅಧಿಕಾರಿಯೊಬ್ಬರು ತಿಳಿಸಿರುವುದಾಗಿ 'ದಿ ನ್ಯೂ ಇಂಡಿಯನ್ ಎಕ್ಸ್‌ಪ್ರೆಸ್' ವರದಿ ಮಾಡಿದೆ. ಕರ್ನಾಟಕ, ಆಂಧ್ರಪ್ರದೇಶ ಮತ್ತು ತಮಿಳುನಾಡು ಈ ಮೂರು ರಾಜ್ಯಗಳ ಮೂಲಕ ಹಾದುಹೋಗುವ ಎಕ್ಸ್‌ಪ್ರೆಸ್‌ವೇ. ಎರಡನೇಯದ್ದು ಮಾಲೂರು ಮತ್ತು ಬಂಗಾರಪೇಟೆ, 27.1 ಕಿ.ಮೀ, ಮೂರನೇಯದ್ದು ಬಂಗಾರಪೇಟೆ ಮತ್ತು ಬೇತಮಂಗಲ, 17.5 ಕಿ.ಮೀ ವ್ಯಾಪಿಸಿದೆ. [627, 1382, 927, 1548]
section-title: ಟ್ರಂಪ್ ಕಠಿಣ ನಿಲುವು [389, 1333, 545, 1359]
issue-date: 9.12.2024 [168, 71, 227, 84]
courier-story-col2: ತಪ್ಪು ಅಡ್ರೆಸ್ ಇರುವ ಕೊರಿಯರ್‌ಗಳ ಅಡ್ರೆಸ್‌ಗೆ ಹೋಗಿ ಪರಿಶೀಲನೆ ನಡೆಸಿದರೆ ಆ ಅಡ್ರೆಸ್ ಇಲ್ಲ ಎಂದು ಬೆಳಕಿಗೆ ಬಂದಿದೆ. ಇನ್ನೂ ಕೆಲ ಕಡೆಗಳಲ್ಲಿ ಪರಿಶೀಲನೆ ನಡೆಸಲಾಗುತ್ತಿದೆ. [1287, 1001, 1521, 1044]
lower-col-5 [1256, 1206, 1519, 2403]
section-text: ಸಿಗುತ್ತೆ. ಅಲ್ಲೊಂದಷ್ಟು ತಿಂದು ಟೀ ಕುಡಿದು ಮುಂದೆ ಸಾಗಬೇಕು. ಸಮಾನಾಂತರ ವೇದಿಕೆಗಳಲ್ಲಿ ಒಂದು ಸುತ್ತು ಹಾಕಿ ಬರುವ ಹೊತ್ತಿಗೆ ಮಧ್ಯಾಹ್ನದ ಊಟ ಸಿದ್ಧವಾಗಿರುತ್ತದೆ. ಸಾಹಿತ್ಯ ಹಬ್ಬವೂ... ಬಾಡೂಟವೂ..: ಸಮ್ಮೇಳನಕ್ಕೆ ಬಾಡೂಟವೂ ಸೇರ್ಪಡೆಯಾಗಬೇಕು ಎಂಬ ಬೇಡಿಕೆ ಕೇಳಿ ಬಂದಿದೆ. ಕನ್ನಡ ಸಾಹಿತ್ಯ ಸಮ್ಮೇಳನದಲ್ಲಿ ಎಲ್ಲರ ಹಬ್ಬದೂಟ ಆಗಬೇಕು. [317, 1244, 617, 1325]
section-title: ಇತ್ತ ನೋಡಿ [1044, 1726, 1130, 1753]
dateline: ಮಂಡ್ಯ: [29, 204, 59, 217]
section-rule [320, 693, 1527, 694]
lower-col-3 [627, 1206, 927, 2403]
